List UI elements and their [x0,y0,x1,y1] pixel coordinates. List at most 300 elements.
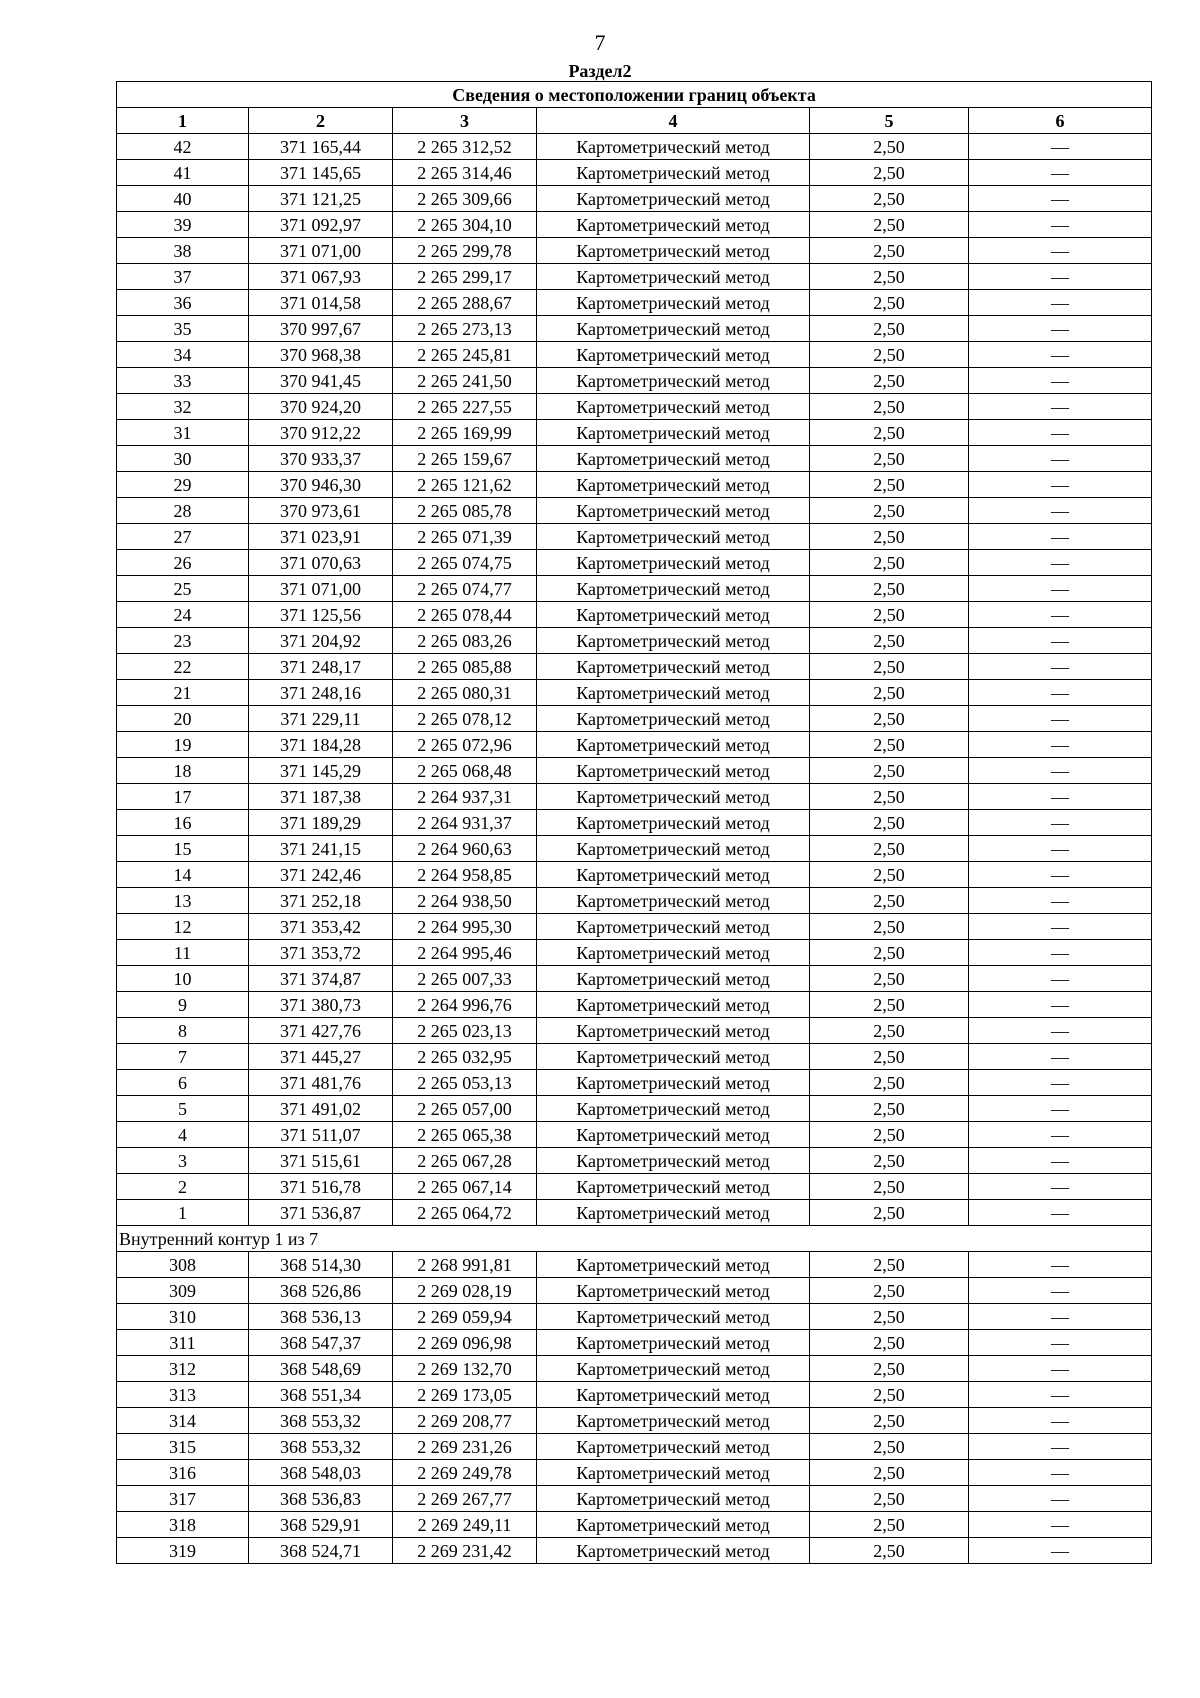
accuracy-cell: 2,50 [810,1538,969,1564]
description-cell: — [969,550,1152,576]
description-cell: — [969,784,1152,810]
method-cell: Картометрический метод [537,1512,810,1538]
table-row [117,1512,1152,1538]
table-row [117,1018,1152,1044]
point-number-cell: 3 [117,1148,249,1174]
column-header: 3 [393,108,537,134]
point-number-cell: 10 [117,966,249,992]
x-coordinate-cell: 371 070,63 [249,550,393,576]
y-coordinate-cell: 2 265 227,55 [393,394,537,420]
description-cell: — [969,1408,1152,1434]
x-coordinate-cell: 370 941,45 [249,368,393,394]
table-row [117,316,1152,342]
accuracy-cell: 2,50 [810,654,969,680]
y-coordinate-cell: 2 264 938,50 [393,888,537,914]
accuracy-cell: 2,50 [810,394,969,420]
y-coordinate-cell: 2 265 057,00 [393,1096,537,1122]
description-cell: — [969,498,1152,524]
accuracy-cell: 2,50 [810,862,969,888]
y-coordinate-cell: 2 265 169,99 [393,420,537,446]
table-row [117,1538,1152,1564]
table-row [117,134,1152,160]
x-coordinate-cell: 370 997,67 [249,316,393,342]
accuracy-cell: 2,50 [810,1148,969,1174]
accuracy-cell: 2,50 [810,628,969,654]
x-coordinate-cell: 371 353,42 [249,914,393,940]
description-cell: — [969,394,1152,420]
method-cell: Картометрический метод [537,134,810,160]
y-coordinate-cell: 2 265 007,33 [393,966,537,992]
x-coordinate-cell: 371 481,76 [249,1070,393,1096]
x-coordinate-cell: 371 092,97 [249,212,393,238]
y-coordinate-cell: 2 269 249,11 [393,1512,537,1538]
table-row [117,602,1152,628]
y-coordinate-cell: 2 269 267,77 [393,1486,537,1512]
description-cell: — [969,134,1152,160]
description-cell: — [969,1278,1152,1304]
point-number-cell: 9 [117,992,249,1018]
x-coordinate-cell: 371 248,16 [249,680,393,706]
description-cell: — [969,862,1152,888]
accuracy-cell: 2,50 [810,1356,969,1382]
method-cell: Картометрический метод [537,1044,810,1070]
table-row [117,212,1152,238]
accuracy-cell: 2,50 [810,680,969,706]
y-coordinate-cell: 2 265 032,95 [393,1044,537,1070]
x-coordinate-cell: 371 374,87 [249,966,393,992]
y-coordinate-cell: 2 265 080,31 [393,680,537,706]
x-coordinate-cell: 371 071,00 [249,576,393,602]
description-cell: — [969,628,1152,654]
y-coordinate-cell: 2 264 931,37 [393,810,537,836]
method-cell: Картометрический метод [537,394,810,420]
x-coordinate-cell: 368 514,30 [249,1252,393,1278]
description-cell: — [969,420,1152,446]
accuracy-cell: 2,50 [810,212,969,238]
point-number-cell: 41 [117,160,249,186]
x-coordinate-cell: 371 252,18 [249,888,393,914]
x-coordinate-cell: 370 924,20 [249,394,393,420]
table-row [117,680,1152,706]
column-header: 4 [537,108,810,134]
method-cell: Картометрический метод [537,1122,810,1148]
method-cell: Картометрический метод [537,654,810,680]
y-coordinate-cell: 2 264 937,31 [393,784,537,810]
y-coordinate-cell: 2 264 995,46 [393,940,537,966]
table-row [117,420,1152,446]
accuracy-cell: 2,50 [810,524,969,550]
description-cell: — [969,368,1152,394]
method-cell: Картометрический метод [537,1096,810,1122]
accuracy-cell: 2,50 [810,342,969,368]
accuracy-cell: 2,50 [810,1512,969,1538]
x-coordinate-cell: 371 067,93 [249,264,393,290]
description-cell: — [969,940,1152,966]
x-coordinate-cell: 370 946,30 [249,472,393,498]
y-coordinate-cell: 2 265 304,10 [393,212,537,238]
accuracy-cell: 2,50 [810,134,969,160]
description-cell: — [969,264,1152,290]
method-cell: Картометрический метод [537,1538,810,1564]
accuracy-cell: 2,50 [810,316,969,342]
method-cell: Картометрический метод [537,576,810,602]
table-row [117,1070,1152,1096]
method-cell: Картометрический метод [537,446,810,472]
y-coordinate-cell: 2 265 083,26 [393,628,537,654]
table-body [117,134,1152,1564]
accuracy-cell: 2,50 [810,472,969,498]
accuracy-cell: 2,50 [810,1018,969,1044]
table-row [117,290,1152,316]
point-number-cell: 18 [117,758,249,784]
point-number-cell: 5 [117,1096,249,1122]
accuracy-cell: 2,50 [810,550,969,576]
table-row [117,940,1152,966]
x-coordinate-cell: 371 516,78 [249,1174,393,1200]
method-cell: Картометрический метод [537,940,810,966]
method-cell: Картометрический метод [537,1200,810,1226]
point-number-cell: 23 [117,628,249,654]
accuracy-cell: 2,50 [810,1044,969,1070]
x-coordinate-cell: 371 445,27 [249,1044,393,1070]
accuracy-cell: 2,50 [810,810,969,836]
description-cell: — [969,1512,1152,1538]
method-cell: Картометрический метод [537,992,810,1018]
table-row [117,1252,1152,1278]
y-coordinate-cell: 2 265 312,52 [393,134,537,160]
table-row [117,1304,1152,1330]
description-cell: — [969,290,1152,316]
accuracy-cell: 2,50 [810,368,969,394]
point-number-cell: 14 [117,862,249,888]
description-cell: — [969,706,1152,732]
accuracy-cell: 2,50 [810,914,969,940]
y-coordinate-cell: 2 265 078,12 [393,706,537,732]
table-row [117,1278,1152,1304]
point-number-cell: 316 [117,1460,249,1486]
x-coordinate-cell: 371 165,44 [249,134,393,160]
point-number-cell: 32 [117,394,249,420]
method-cell: Картометрический метод [537,1486,810,1512]
method-cell: Картометрический метод [537,1070,810,1096]
accuracy-cell: 2,50 [810,1278,969,1304]
point-number-cell: 31 [117,420,249,446]
y-coordinate-cell: 2 264 960,63 [393,836,537,862]
description-cell: — [969,186,1152,212]
accuracy-cell: 2,50 [810,1330,969,1356]
y-coordinate-cell: 2 265 299,78 [393,238,537,264]
accuracy-cell: 2,50 [810,706,969,732]
y-coordinate-cell: 2 265 023,13 [393,1018,537,1044]
point-number-cell: 38 [117,238,249,264]
table-row [117,732,1152,758]
method-cell: Картометрический метод [537,1174,810,1200]
table-row [117,706,1152,732]
y-coordinate-cell: 2 269 028,19 [393,1278,537,1304]
description-cell: — [969,160,1152,186]
table-row [117,1486,1152,1512]
column-header: 2 [249,108,393,134]
x-coordinate-cell: 371 187,38 [249,784,393,810]
x-coordinate-cell: 371 204,92 [249,628,393,654]
table-row [117,576,1152,602]
table-row [117,524,1152,550]
accuracy-cell: 2,50 [810,1382,969,1408]
point-number-cell: 30 [117,446,249,472]
description-cell: — [969,1460,1152,1486]
description-cell: — [969,1018,1152,1044]
table-row [117,1096,1152,1122]
description-cell: — [969,602,1152,628]
x-coordinate-cell: 371 515,61 [249,1148,393,1174]
accuracy-cell: 2,50 [810,290,969,316]
accuracy-cell: 2,50 [810,446,969,472]
point-number-cell: 17 [117,784,249,810]
x-coordinate-cell: 368 524,71 [249,1538,393,1564]
description-cell: — [969,1356,1152,1382]
method-cell: Картометрический метод [537,680,810,706]
y-coordinate-cell: 2 265 067,14 [393,1174,537,1200]
description-cell: — [969,810,1152,836]
accuracy-cell: 2,50 [810,966,969,992]
table-row [117,654,1152,680]
method-cell: Картометрический метод [537,160,810,186]
column-header-row [117,108,1152,134]
accuracy-cell: 2,50 [810,732,969,758]
method-cell: Картометрический метод [537,212,810,238]
y-coordinate-cell: 2 264 958,85 [393,862,537,888]
method-cell: Картометрический метод [537,238,810,264]
point-number-cell: 1 [117,1200,249,1226]
table-row [117,914,1152,940]
method-cell: Картометрический метод [537,810,810,836]
description-cell: — [969,1044,1152,1070]
x-coordinate-cell: 368 553,32 [249,1434,393,1460]
y-coordinate-cell: 2 265 053,13 [393,1070,537,1096]
point-number-cell: 20 [117,706,249,732]
point-number-cell: 308 [117,1252,249,1278]
point-number-cell: 16 [117,810,249,836]
method-cell: Картометрический метод [537,264,810,290]
table-row [117,238,1152,264]
table-row [117,342,1152,368]
y-coordinate-cell: 2 265 074,75 [393,550,537,576]
y-coordinate-cell: 2 265 064,72 [393,1200,537,1226]
method-cell: Картометрический метод [537,836,810,862]
x-coordinate-cell: 371 023,91 [249,524,393,550]
method-cell: Картометрический метод [537,1460,810,1486]
description-cell: — [969,1538,1152,1564]
x-coordinate-cell: 371 491,02 [249,1096,393,1122]
accuracy-cell: 2,50 [810,1434,969,1460]
x-coordinate-cell: 371 189,29 [249,810,393,836]
description-cell: — [969,1174,1152,1200]
table-row [117,758,1152,784]
x-coordinate-cell: 371 241,15 [249,836,393,862]
section-title: Раздел2 [568,61,632,81]
description-cell: — [969,1486,1152,1512]
method-cell: Картометрический метод [537,472,810,498]
point-number-cell: 37 [117,264,249,290]
accuracy-cell: 2,50 [810,1174,969,1200]
accuracy-cell: 2,50 [810,1252,969,1278]
x-coordinate-cell: 368 551,34 [249,1382,393,1408]
point-number-cell: 310 [117,1304,249,1330]
y-coordinate-cell: 2 269 231,42 [393,1538,537,1564]
x-coordinate-cell: 371 536,87 [249,1200,393,1226]
method-cell: Картометрический метод [537,602,810,628]
accuracy-cell: 2,50 [810,758,969,784]
table-row [117,186,1152,212]
description-cell: — [969,342,1152,368]
table-row [117,784,1152,810]
method-cell: Картометрический метод [537,186,810,212]
accuracy-cell: 2,50 [810,1070,969,1096]
point-number-cell: 28 [117,498,249,524]
x-coordinate-cell: 368 548,69 [249,1356,393,1382]
table-row [117,160,1152,186]
x-coordinate-cell: 368 536,83 [249,1486,393,1512]
table-row [117,1122,1152,1148]
table-row [117,966,1152,992]
column-header: 1 [117,108,249,134]
point-number-cell: 24 [117,602,249,628]
point-number-cell: 35 [117,316,249,342]
method-cell: Картометрический метод [537,706,810,732]
x-coordinate-cell: 371 242,46 [249,862,393,888]
accuracy-cell: 2,50 [810,498,969,524]
method-cell: Картометрический метод [537,758,810,784]
accuracy-cell: 2,50 [810,576,969,602]
y-coordinate-cell: 2 265 065,38 [393,1122,537,1148]
accuracy-cell: 2,50 [810,602,969,628]
y-coordinate-cell: 2 269 231,26 [393,1434,537,1460]
table-row [117,498,1152,524]
accuracy-cell: 2,50 [810,186,969,212]
point-number-cell: 6 [117,1070,249,1096]
accuracy-cell: 2,50 [810,1460,969,1486]
description-cell: — [969,316,1152,342]
description-cell: — [969,992,1152,1018]
method-cell: Картометрический метод [537,784,810,810]
point-number-cell: 317 [117,1486,249,1512]
description-cell: — [969,1252,1152,1278]
method-cell: Картометрический метод [537,342,810,368]
table-row [117,550,1152,576]
description-cell: — [969,576,1152,602]
point-number-cell: 313 [117,1382,249,1408]
x-coordinate-cell: 368 547,37 [249,1330,393,1356]
method-cell: Картометрический метод [537,862,810,888]
description-cell: — [969,524,1152,550]
table-row [117,1408,1152,1434]
description-cell: — [969,446,1152,472]
point-number-cell: 36 [117,290,249,316]
point-number-cell: 318 [117,1512,249,1538]
y-coordinate-cell: 2 269 059,94 [393,1304,537,1330]
accuracy-cell: 2,50 [810,1304,969,1330]
description-cell: — [969,654,1152,680]
description-cell: — [969,1148,1152,1174]
accuracy-cell: 2,50 [810,992,969,1018]
x-coordinate-cell: 371 380,73 [249,992,393,1018]
point-number-cell: 39 [117,212,249,238]
point-number-cell: 29 [117,472,249,498]
y-coordinate-cell: 2 265 074,77 [393,576,537,602]
description-cell: — [969,472,1152,498]
point-number-cell: 311 [117,1330,249,1356]
method-cell: Картометрический метод [537,1148,810,1174]
x-coordinate-cell: 371 014,58 [249,290,393,316]
point-number-cell: 42 [117,134,249,160]
table-row [117,368,1152,394]
point-number-cell: 25 [117,576,249,602]
x-coordinate-cell: 371 145,65 [249,160,393,186]
description-cell: — [969,758,1152,784]
point-number-cell: 22 [117,654,249,680]
y-coordinate-cell: 2 265 314,46 [393,160,537,186]
y-coordinate-cell: 2 265 085,78 [393,498,537,524]
table-title: Сведения о местоположении границ объекта [117,82,1152,108]
method-cell: Картометрический метод [537,966,810,992]
accuracy-cell: 2,50 [810,836,969,862]
accuracy-cell: 2,50 [810,1408,969,1434]
point-number-cell: 314 [117,1408,249,1434]
description-cell: — [969,1200,1152,1226]
table-row [117,810,1152,836]
accuracy-cell: 2,50 [810,784,969,810]
accuracy-cell: 2,50 [810,1096,969,1122]
description-cell: — [969,888,1152,914]
point-number-cell: 15 [117,836,249,862]
y-coordinate-cell: 2 265 241,50 [393,368,537,394]
method-cell: Картометрический метод [537,1382,810,1408]
x-coordinate-cell: 370 912,22 [249,420,393,446]
description-cell: — [969,966,1152,992]
description-cell: — [969,1122,1152,1148]
point-number-cell: 8 [117,1018,249,1044]
contour-section-label: Внутренний контур 1 из 7 [117,1226,1152,1252]
y-coordinate-cell: 2 269 173,05 [393,1382,537,1408]
description-cell: — [969,680,1152,706]
y-coordinate-cell: 2 265 078,44 [393,602,537,628]
accuracy-cell: 2,50 [810,160,969,186]
y-coordinate-cell: 2 268 991,81 [393,1252,537,1278]
x-coordinate-cell: 368 553,32 [249,1408,393,1434]
y-coordinate-cell: 2 265 085,88 [393,654,537,680]
page-number: 7 [594,30,606,55]
x-coordinate-cell: 368 536,13 [249,1304,393,1330]
x-coordinate-cell: 371 145,29 [249,758,393,784]
method-cell: Картометрический метод [537,550,810,576]
x-coordinate-cell: 370 933,37 [249,446,393,472]
description-cell: — [969,238,1152,264]
point-number-cell: 309 [117,1278,249,1304]
description-cell: — [969,914,1152,940]
y-coordinate-cell: 2 265 299,17 [393,264,537,290]
x-coordinate-cell: 370 973,61 [249,498,393,524]
y-coordinate-cell: 2 265 288,67 [393,290,537,316]
table-row [117,888,1152,914]
point-number-cell: 12 [117,914,249,940]
table-row [117,862,1152,888]
table-row [117,836,1152,862]
point-number-cell: 40 [117,186,249,212]
contour-section-row [117,1226,1152,1252]
method-cell: Картометрический метод [537,1434,810,1460]
x-coordinate-cell: 371 125,56 [249,602,393,628]
point-number-cell: 2 [117,1174,249,1200]
